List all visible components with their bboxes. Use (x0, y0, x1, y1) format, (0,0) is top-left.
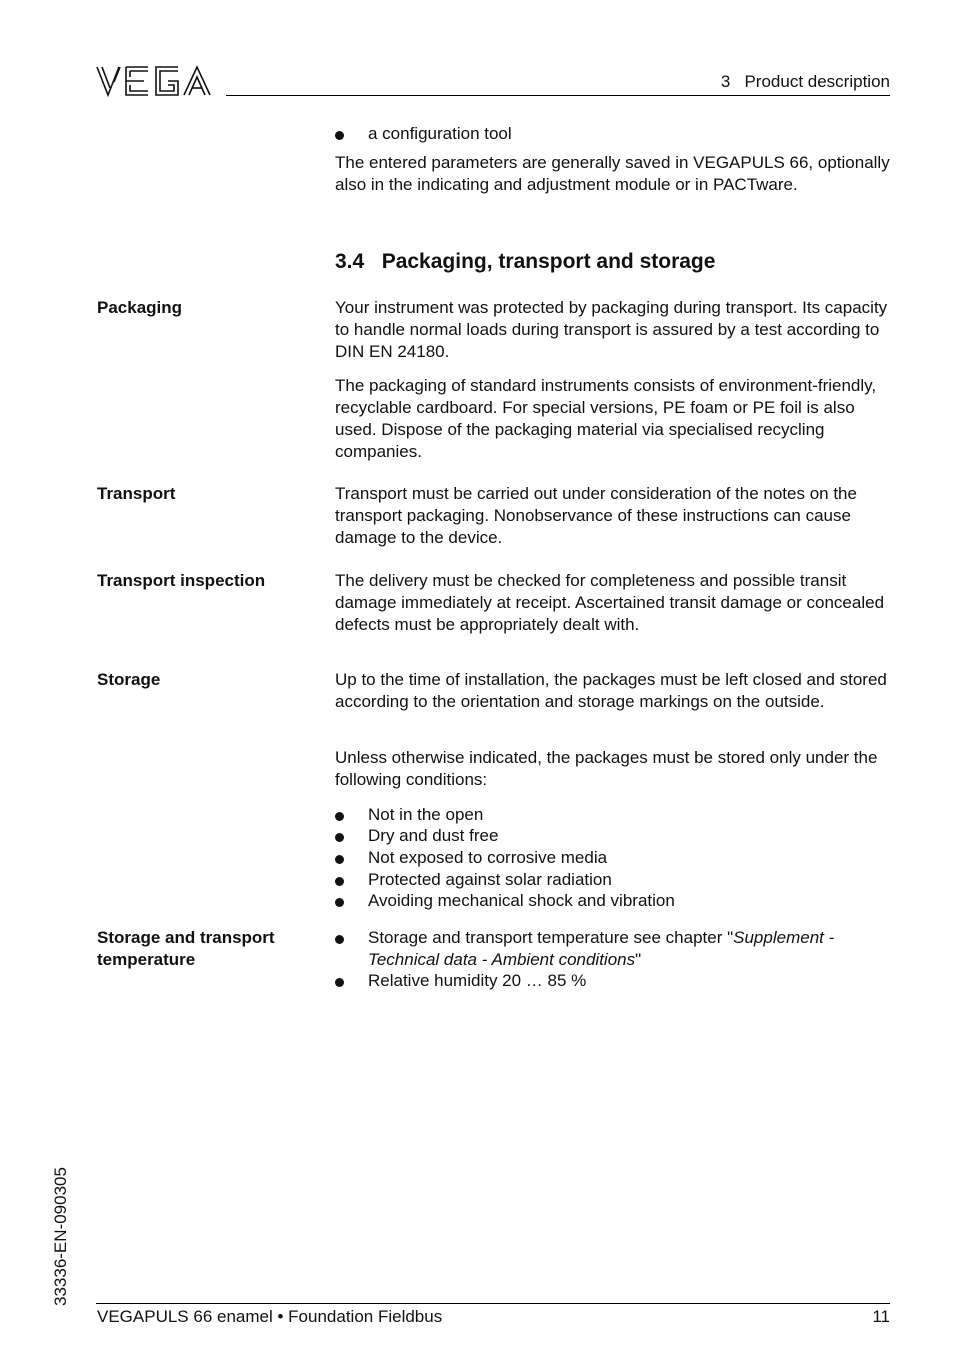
header-rule (226, 95, 890, 96)
footer-title: VEGAPULS 66 enamel • Foundation Fieldbus (97, 1307, 443, 1326)
bullet-icon (335, 131, 344, 140)
section-header: 3 Product description (720, 72, 890, 91)
page-number: 11 (872, 1307, 890, 1326)
storage-paragraph-2: Unless otherwise indicated, the packages must be stored only under the following conditions: (335, 748, 878, 789)
packaging-label: Packaging (97, 298, 183, 317)
bullet-icon (335, 898, 344, 907)
bullet-icon (335, 978, 344, 987)
transport-inspection-paragraph: The delivery must be checked for completeness and possible transit damage immediately at receipt. Ascertained transit damage or concealed defects must be appropriately dealt with. (335, 571, 885, 634)
intro-paragraph: The entered parameters are generally saved in VEGAPULS 66, optionally also in the indicating and adjustment module or in PACTware. (335, 153, 890, 194)
bullet-icon (335, 812, 344, 821)
bullet-icon (335, 833, 344, 842)
packaging-paragraph-1: Your instrument was protected by packaging during transport. Its capacity to handle normal loads during transport is assured by a test according to DIN EN 24180. (335, 298, 888, 361)
document-id: 33336-EN-090305 (51, 1167, 70, 1306)
vega-logo (96, 64, 214, 98)
bullet-icon (335, 935, 344, 944)
section-heading: 3.4 Packaging, transport and storage (335, 250, 716, 273)
transport-inspection-label: Transport inspection (97, 571, 266, 590)
transport-label: Transport (97, 484, 176, 503)
bullet-icon (335, 877, 344, 886)
footer-rule (96, 1303, 890, 1304)
storage-label: Storage (97, 670, 161, 689)
storage-temperature-label: Storage and transport temperature (97, 928, 275, 969)
storage-paragraph-1: Up to the time of installation, the packages must be left closed and stored according to the orientation and storage markings on the outside. (335, 670, 887, 711)
transport-paragraph: Transport must be carried out under consideration of the notes on the transport packaging. Nonobservance of these instructions can cause damage to the device. (335, 484, 857, 547)
bullet-icon (335, 855, 344, 864)
packaging-paragraph-2: The packaging of standard instruments consists of environment-friendly, recyclable cardboard. For special versions, PE foam or PE foil is also used. Dispose of the packaging material via specialised recycling companies. (335, 376, 877, 461)
